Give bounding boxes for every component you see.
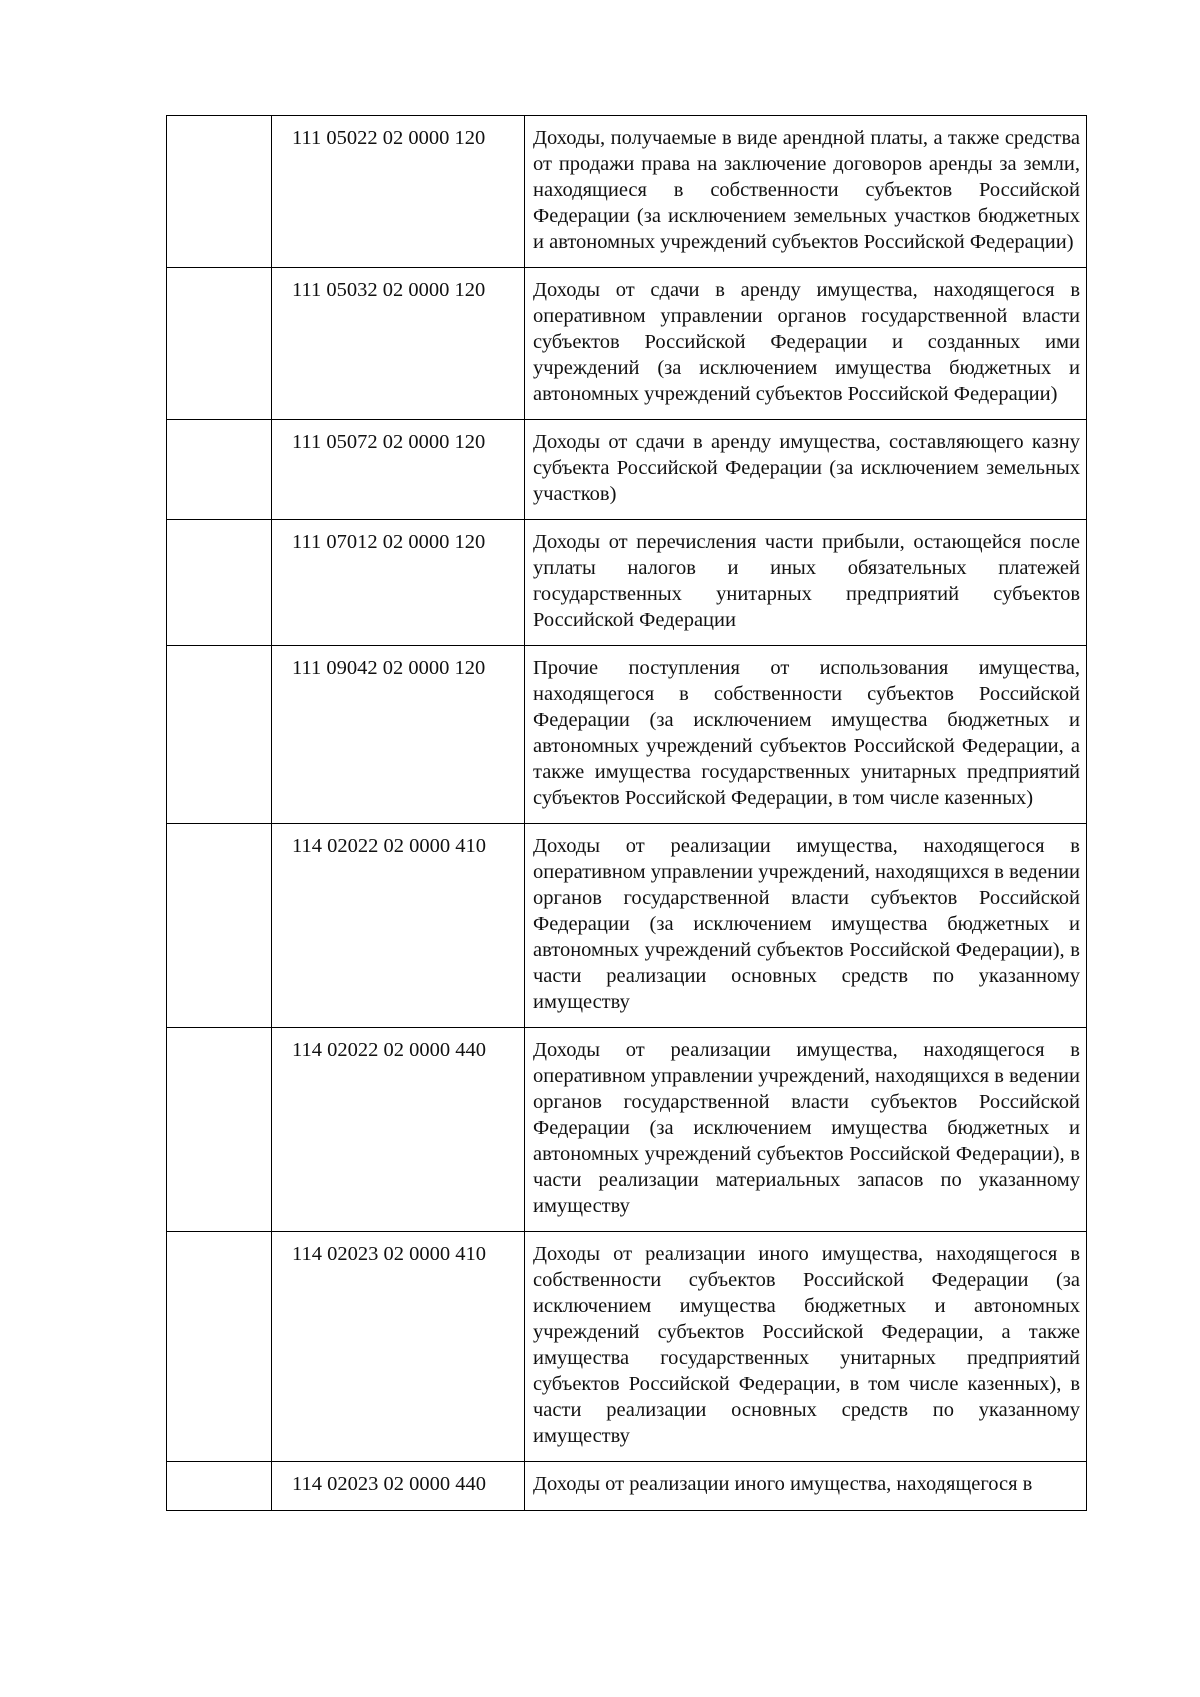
code-cell: 111 05032 02 0000 120 [272, 268, 525, 420]
code-cell: 111 09042 02 0000 120 [272, 646, 525, 824]
description-cell: Доходы от сдачи в аренду имущества, находящегося в оперативном управлении органов государственной власти субъектов Российской Федерации и созданных ими учреждений (за исключением имущества бюджетных и автономных учреждений субъектов Российской Федерации) [525, 268, 1087, 420]
table-row [167, 420, 1087, 520]
table-row [167, 646, 1087, 824]
empty-cell [167, 116, 272, 268]
empty-cell [167, 268, 272, 420]
code-cell: 114 02023 02 0000 440 [272, 1462, 525, 1511]
description-cell: Прочие поступления от использования имущества, находящегося в собственности субъектов Российской Федерации (за исключением имущества бюджетных и автономных учреждений субъектов Российской Федерации, а также имущества государственных унитарных предприятий субъектов Российской Федерации, в том числе казенных) [525, 646, 1087, 824]
empty-cell [167, 520, 272, 646]
code-cell: 114 02022 02 0000 410 [272, 824, 525, 1028]
table-row [167, 824, 1087, 1028]
description-cell: Доходы от сдачи в аренду имущества, составляющего казну субъекта Российской Федерации (за исключением земельных участков) [525, 420, 1087, 520]
empty-cell [167, 824, 272, 1028]
description-cell: Доходы, получаемые в виде арендной платы, а также средства от продажи права на заключение договоров аренды за земли, находящиеся в собственности субъектов Российской Федерации (за исключением земельных участков бюджетных и автономных учреждений субъектов Российской Федерации) [525, 116, 1087, 268]
code-cell: 111 05022 02 0000 120 [272, 116, 525, 268]
empty-cell [167, 646, 272, 824]
description-cell: Доходы от перечисления части прибыли, остающейся после уплаты налогов и иных обязательных платежей государственных унитарных предприятий субъектов Российской Федерации [525, 520, 1087, 646]
table-row [167, 1028, 1087, 1232]
description-cell: Доходы от реализации иного имущества, находящегося в [525, 1462, 1087, 1511]
table-row [167, 1232, 1087, 1462]
empty-cell [167, 1462, 272, 1511]
empty-cell [167, 1232, 272, 1462]
code-cell: 111 07012 02 0000 120 [272, 520, 525, 646]
table-row [167, 1462, 1087, 1511]
description-cell: Доходы от реализации имущества, находящегося в оперативном управлении учреждений, находящихся в ведении органов государственной власти субъектов Российской Федерации (за исключением имущества бюджетных и автономных учреждений субъектов Российской Федерации), в части реализации основных средств по указанному имуществу [525, 824, 1087, 1028]
empty-cell [167, 1028, 272, 1232]
income-codes-table [166, 115, 1087, 1511]
code-cell: 111 05072 02 0000 120 [272, 420, 525, 520]
table-row [167, 520, 1087, 646]
description-cell: Доходы от реализации имущества, находящегося в оперативном управлении учреждений, находящихся в ведении органов государственной власти субъектов Российской Федерации (за исключением имущества бюджетных и автономных учреждений субъектов Российской Федерации), в части реализации материальных запасов по указанному имуществу [525, 1028, 1087, 1232]
empty-cell [167, 420, 272, 520]
code-cell: 114 02023 02 0000 410 [272, 1232, 525, 1462]
table-row [167, 268, 1087, 420]
table-row [167, 116, 1087, 268]
description-cell: Доходы от реализации иного имущества, находящегося в собственности субъектов Российской Федерации (за исключением имущества бюджетных и автономных учреждений субъектов Российской Федерации, а также имущества государственных унитарных предприятий субъектов Российской Федерации, в том числе казенных), в части реализации основных средств по указанному имуществу [525, 1232, 1087, 1462]
code-cell: 114 02022 02 0000 440 [272, 1028, 525, 1232]
